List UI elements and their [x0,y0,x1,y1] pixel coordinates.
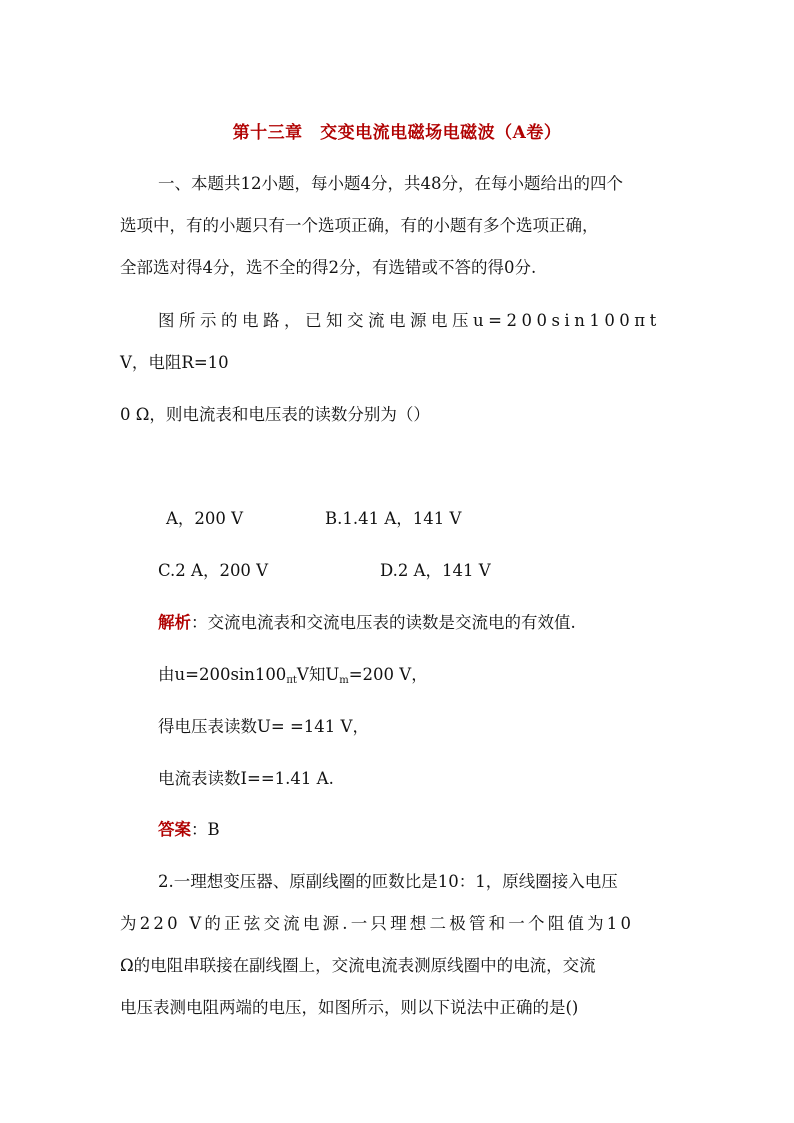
analysis-line-4: 电流表读数I==1.41 A. [158,769,334,788]
question-1-line-1: 图所示的电路，已知交流电源电压u=200sin100πt [158,311,661,330]
question-1-line-2: V，电阻R=10 [120,353,229,372]
analysis-line-2: 由$u=200\sin 100_{\pi t}V$知$U_m=200$ V， [158,665,428,686]
question-1-line-3: 0 Ω，则电流表和电压表的读数分别为（） [120,405,430,424]
question-2-line-2: 为220 V的正弦交流电源.一只理想二极管和一个阻值为10 [120,914,635,933]
answer-line [158,818,220,842]
instructions-line-1: 一、本题共12小题，每小题4分，共48分，在每小题给出的四个 [158,174,623,193]
chapter-title: 第十三章 交变电流电磁场电磁波（A卷） [232,123,562,143]
analysis-line-1 [158,611,576,635]
question-2-line-3: Ω的电阻串联接在副线圈上，交流电流表测原线圈中的电流，交流 [120,956,596,975]
answer-label: 答案 [158,820,191,839]
option-b: B.1.41 A，141 V [325,509,462,528]
instructions-line-3: 全部选对得4分，选不全的得2分，有选错或不答的得0分. [120,258,537,277]
analysis-text: ：交流电流表和交流电压表的读数是交流电的有效值. [191,613,576,632]
analysis-label: 解析 [158,613,191,632]
question-2-line-1: 2.一理想变压器、原副线圈的匝数比是10：1，原线圈接入电压 [158,872,618,891]
option-a: A，200 V [166,509,244,528]
question-2-line-4: 电压表测电阻两端的电压，如图所示，则以下说法中正确的是() [120,998,579,1017]
answer-value: ：B [191,820,220,839]
analysis-line-3: 得电压表读数U= =141 V， [158,717,369,736]
option-c: C.2 A，200 V [158,561,269,580]
option-d: D.2 A，141 V [380,561,491,580]
instructions-line-2: 选项中，有的小题只有一个选项正确，有的小题有多个选项正确， [120,216,599,235]
